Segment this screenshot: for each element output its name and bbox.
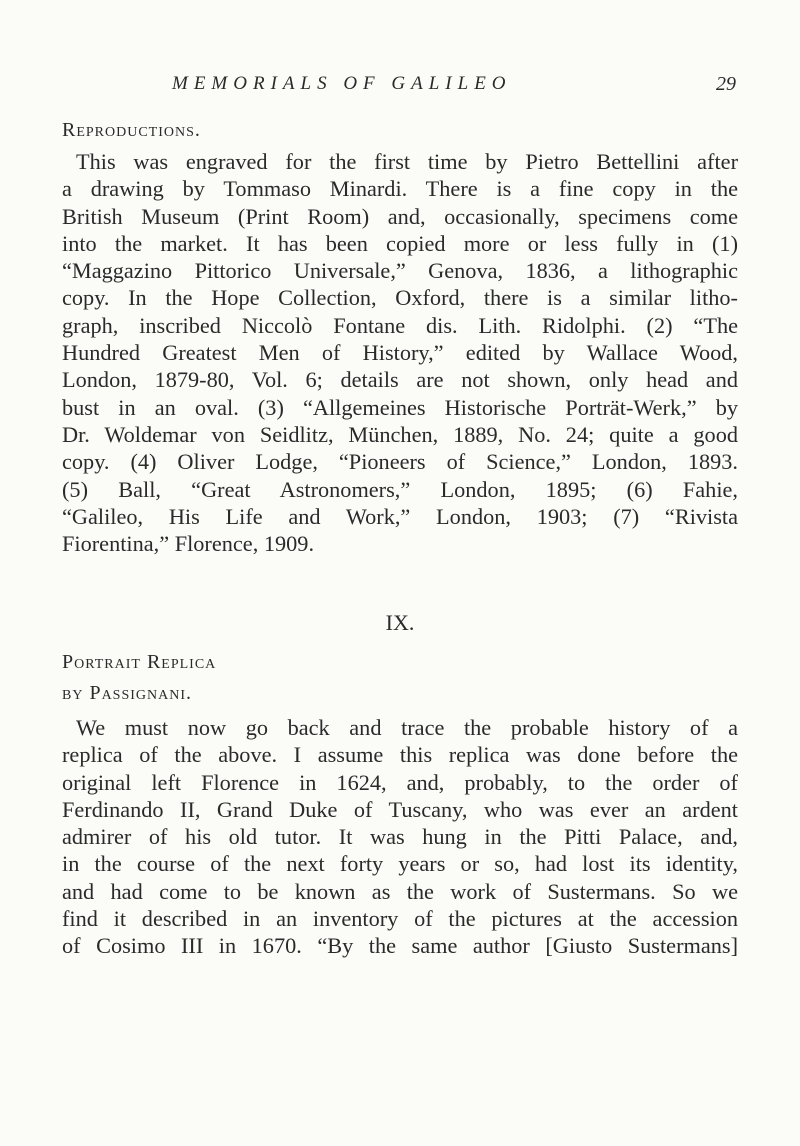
text-line: and had come to be known as the work of Sustermans. So we [62,878,738,904]
text-line: Ferdinando II, Grand Duke of Tuscany, who was ever an ardent [62,796,738,822]
text-line: London, 1879-80, Vol. 6; details are not shown, only head and [62,367,738,393]
text-line: original left Florence in 1624, and, probably, to the order of [62,769,738,795]
running-title: MEMORIALS OF GALILEO [172,73,512,94]
text-line: a drawing by Tommaso Minardi. There is a fine copy in the [62,176,738,202]
text-line: Dr. Woldemar von Seidlitz, München, 1889, No. 24; quite a good [62,421,738,447]
text-line: copy. (4) Oliver Lodge, “Pioneers of Science,” London, 1893. [62,449,738,475]
text-line: bust in an oval. (3) “Allgemeines Historische Porträt-Werk,” by [62,394,738,420]
section-heading-line1: Portrait Replica [62,651,217,673]
text-line: copy. In the Hope Collection, Oxford, there is a similar litho- [62,285,738,311]
text-line: admirer of his old tutor. It was hung in the Pitti Palace, and, [62,824,738,850]
text-line: We must now go back and trace the probable history of a [76,715,738,740]
text-line: replica of the above. I assume this replica was done before the [62,742,738,768]
running-header [62,73,738,103]
text-line: graph, inscribed Niccolò Fontane dis. Lith. Ridolphi. (2) “The [62,312,738,338]
text-line: into the market. It has been copied more or less fully in (1) [62,230,738,256]
text-line: find it described in an inventory of the pictures at the accession [62,906,738,932]
text-line: of Cosimo III in 1670. “By the same author [Giusto Sustermans] [62,933,738,959]
text-line: British Museum (Print Room) and, occasionally, specimens come [62,203,738,229]
text-line: Fiorentina,” Florence, 1909. [62,531,315,557]
section-heading-line2: by Passignani. [62,682,193,704]
text-line: Hundred Greatest Men of History,” edited by Wallace Wood, [62,340,738,366]
section-ix-paragraph [62,714,738,960]
section-numeral: IX. [385,610,415,635]
text-line: (5) Ball, “Great Astronomers,” London, 1895; (6) Fahie, [62,476,738,502]
reproductions-heading: Reproductions. [62,119,201,141]
text-line: “Galileo, His Life and Work,” London, 1903; (7) “Rivista [62,503,738,529]
text-line: “Maggazino Pittorico Universale,” Genova, 1836, a lithographic [62,258,738,284]
text-line: This was engraved for the first time by Pietro Bettellini after [76,149,738,174]
text-line: in the course of the next forty years or so, had lost its identity, [62,851,738,877]
reproductions-paragraph [62,148,738,557]
page-number: 29 [716,73,736,95]
